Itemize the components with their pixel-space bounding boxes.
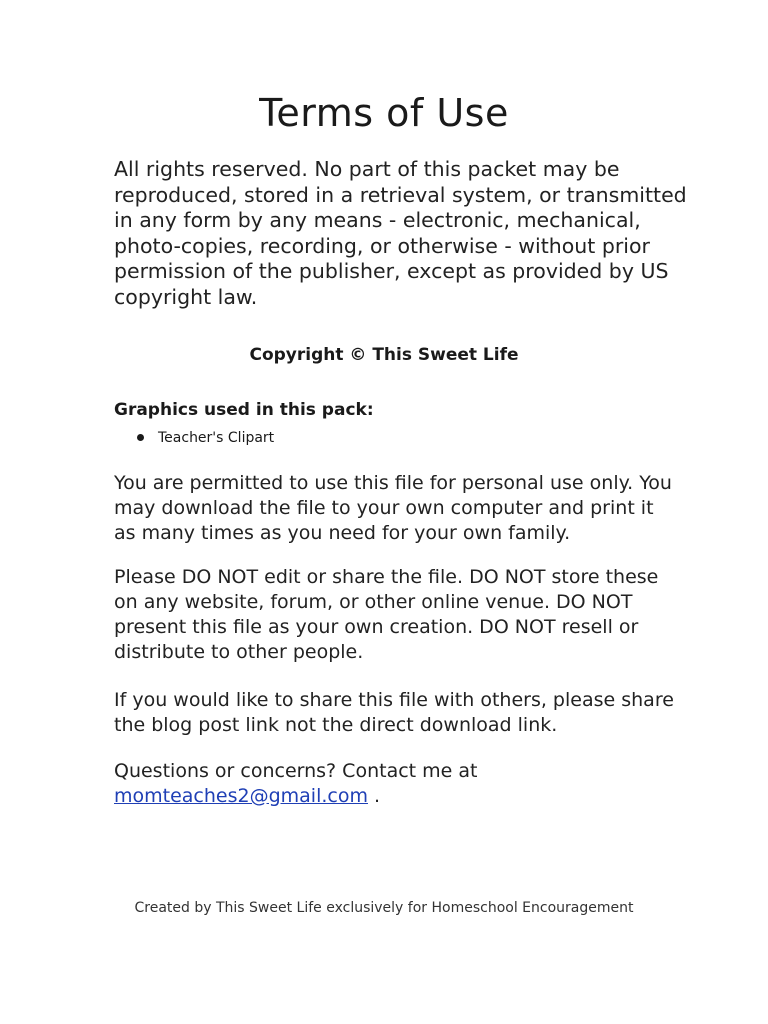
contact-text: Questions or concerns? Contact me at bbox=[114, 760, 478, 782]
copyright-line: Copyright © This Sweet Life bbox=[249, 345, 519, 365]
restrictions-paragraph: Please DO NOT edit or share the file. DO NOT store these on any website, forum, or other online venue. DO NOT present this file as your own creation. DO NOT resell or distribute to other people. bbox=[114, 566, 659, 663]
email-link[interactable]: momteaches2@gmail.com bbox=[114, 785, 368, 807]
page-title: Terms of Use bbox=[259, 91, 509, 135]
list-item bbox=[114, 427, 274, 449]
contact-suffix: . bbox=[367, 785, 381, 807]
footer-credit: Created by This Sweet Life exclusively for Homeschool Encouragement bbox=[134, 900, 634, 916]
contact-paragraph bbox=[114, 759, 674, 809]
graphics-heading: Graphics used in this pack: bbox=[114, 400, 374, 420]
graphics-list bbox=[114, 427, 274, 449]
sharing-paragraph: If you would like to share this file with others, please share the blog post link not the direct download link. bbox=[114, 689, 674, 736]
bullet-icon bbox=[137, 434, 144, 441]
graphics-item-label: Teacher's Clipart bbox=[158, 430, 275, 446]
rights-paragraph: All rights reserved. No part of this packet may be reproduced, stored in a retrieval system, or transmitted in any form by any means - electronic, mechanical, photo-copies, recording, or otherwise - without prior permission of the publisher, except as provided by US copyright law. bbox=[114, 157, 687, 309]
permitted-use-paragraph: You are permitted to use this file for personal use only. You may download the file to your own computer and print it as many times as you need for your own family. bbox=[114, 472, 672, 544]
